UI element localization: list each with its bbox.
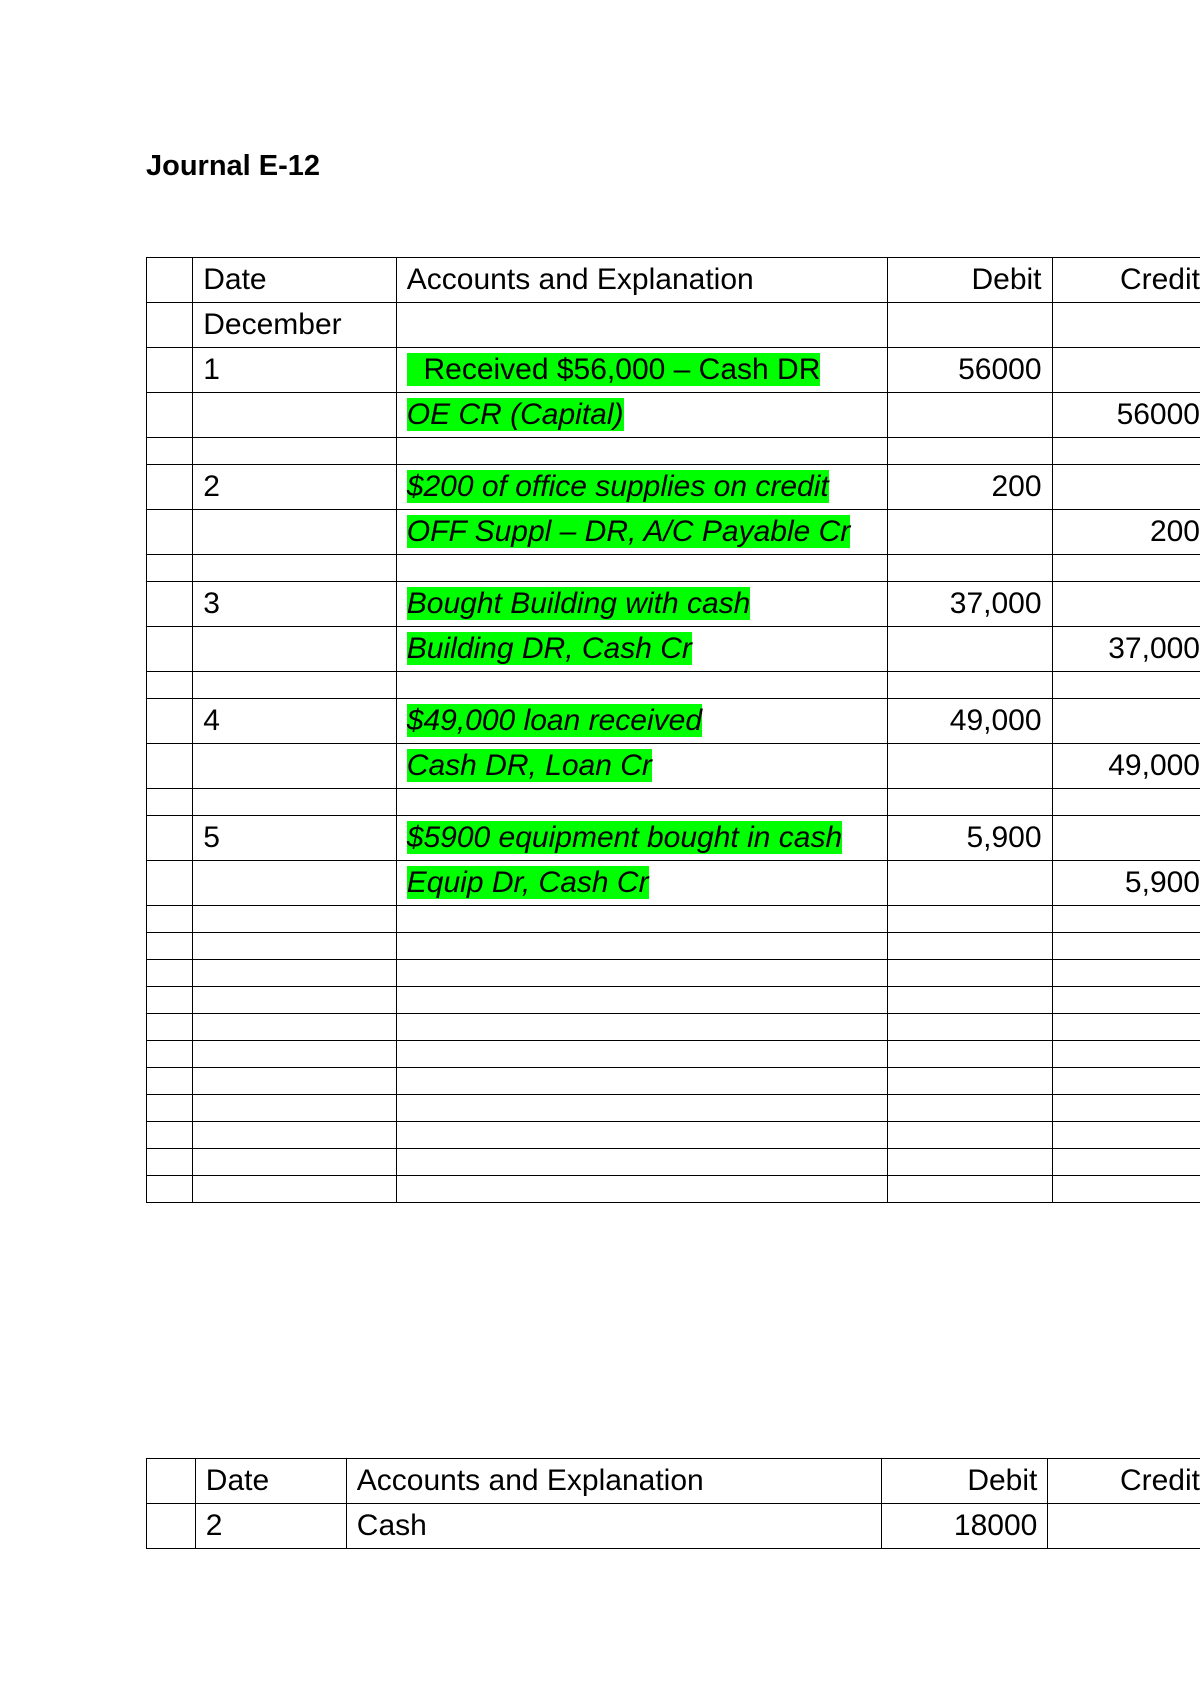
highlighted-entry-text: OFF Suppl – DR, A/C Payable Cr — [406, 515, 851, 548]
highlighted-entry-text: Cash DR, Loan Cr — [406, 749, 652, 782]
index-cell — [147, 258, 193, 303]
empty-cell — [1052, 789, 1200, 816]
empty-cell — [1052, 672, 1200, 699]
header-accounts: Accounts and Explanation — [396, 258, 888, 303]
empty-cell — [1052, 555, 1200, 582]
index-cell — [147, 510, 193, 555]
header-date: Date — [193, 258, 397, 303]
ledger-table — [146, 1458, 1200, 1549]
empty-cell — [147, 789, 193, 816]
entry-description — [396, 816, 888, 861]
entry-date: 5 — [193, 816, 397, 861]
ledger-row — [147, 1504, 1200, 1549]
empty-cell — [396, 438, 888, 465]
journal-row — [147, 582, 1200, 627]
entry-date: 1 — [193, 348, 397, 393]
empty-cell — [147, 1176, 193, 1203]
entry-credit — [1052, 348, 1200, 393]
highlighted-entry-text: Building DR, Cash Cr — [406, 632, 692, 665]
empty-cell — [888, 1176, 1052, 1203]
empty-cell — [888, 987, 1052, 1014]
journal-row — [147, 510, 1200, 555]
entry-description — [396, 861, 888, 906]
ledger-date: 2 — [195, 1504, 346, 1549]
empty-row — [147, 1149, 1200, 1176]
index-cell — [147, 699, 193, 744]
empty-cell — [396, 960, 888, 987]
entry-description — [396, 699, 888, 744]
empty-cell — [193, 1176, 397, 1203]
entry-credit: 49,000 — [1052, 744, 1200, 789]
empty-row — [147, 1095, 1200, 1122]
empty-cell — [1052, 1014, 1200, 1041]
empty-cell — [193, 987, 397, 1014]
entry-date — [193, 861, 397, 906]
journal-row — [147, 465, 1200, 510]
journal-row — [147, 348, 1200, 393]
journal-row — [147, 744, 1200, 789]
ledger-description: Cash — [346, 1504, 881, 1549]
entry-credit: 56000 — [1052, 393, 1200, 438]
empty-row — [147, 1014, 1200, 1041]
empty-row — [147, 960, 1200, 987]
empty-row — [147, 1041, 1200, 1068]
empty-cell — [147, 1122, 193, 1149]
highlighted-entry-text: $49,000 loan received — [406, 704, 703, 737]
empty-cell — [1052, 987, 1200, 1014]
empty-cell — [1052, 1041, 1200, 1068]
entry-credit — [1052, 699, 1200, 744]
index-cell — [147, 348, 193, 393]
empty-cell — [1052, 906, 1200, 933]
month-row — [147, 303, 1200, 348]
empty-cell — [147, 1014, 193, 1041]
entry-date: 2 — [193, 465, 397, 510]
index-cell — [147, 627, 193, 672]
entry-debit: 37,000 — [888, 582, 1052, 627]
journal-row — [147, 699, 1200, 744]
empty-cell — [888, 789, 1052, 816]
empty-row — [147, 906, 1200, 933]
entry-debit: 56000 — [888, 348, 1052, 393]
empty-cell — [193, 438, 397, 465]
entry-date: 3 — [193, 582, 397, 627]
entry-description — [396, 393, 888, 438]
entry-description — [396, 582, 888, 627]
entry-description — [396, 627, 888, 672]
empty-cell — [147, 906, 193, 933]
index-cell — [147, 582, 193, 627]
empty-cell — [396, 672, 888, 699]
empty-cell — [396, 1176, 888, 1203]
index-cell — [147, 303, 193, 348]
header-debit: Debit — [888, 258, 1052, 303]
empty-cell — [396, 1095, 888, 1122]
empty-cell — [1052, 960, 1200, 987]
entry-description — [396, 510, 888, 555]
ledger-debit: 18000 — [882, 1504, 1048, 1549]
index-cell — [147, 393, 193, 438]
empty-cell — [888, 1014, 1052, 1041]
empty-cell — [1052, 1149, 1200, 1176]
journal-row — [147, 861, 1200, 906]
empty-cell — [396, 1068, 888, 1095]
empty-cell — [888, 1068, 1052, 1095]
empty-cell — [1052, 1122, 1200, 1149]
empty-cell — [396, 555, 888, 582]
empty-cell — [193, 672, 397, 699]
empty-cell — [888, 555, 1052, 582]
empty-row — [147, 1068, 1200, 1095]
empty-cell — [888, 906, 1052, 933]
entry-debit — [888, 393, 1052, 438]
entry-description — [396, 348, 888, 393]
month-cell: December — [193, 303, 397, 348]
entry-credit: 37,000 — [1052, 627, 1200, 672]
empty-cell — [396, 1014, 888, 1041]
ledger-header-debit: Debit — [882, 1459, 1048, 1504]
empty-cell — [147, 933, 193, 960]
empty-cell — [888, 672, 1052, 699]
highlighted-entry-text: Bought Building with cash — [406, 587, 751, 620]
entry-credit — [1052, 816, 1200, 861]
empty-row — [147, 987, 1200, 1014]
empty-cell — [1052, 1095, 1200, 1122]
spacer-row — [147, 555, 1200, 582]
entry-date — [193, 510, 397, 555]
entry-date: 4 — [193, 699, 397, 744]
empty-cell — [396, 906, 888, 933]
index-cell — [147, 816, 193, 861]
empty-cell — [1052, 1176, 1200, 1203]
empty-cell — [193, 789, 397, 816]
spacer-row — [147, 672, 1200, 699]
ledger-header-row — [147, 1459, 1200, 1504]
ledger-header-accounts: Accounts and Explanation — [346, 1459, 881, 1504]
empty-cell — [396, 1122, 888, 1149]
empty-cell — [193, 1014, 397, 1041]
empty-cell — [888, 1122, 1052, 1149]
empty-cell — [888, 1041, 1052, 1068]
empty-cell — [193, 1149, 397, 1176]
entry-debit — [888, 744, 1052, 789]
journal-table — [146, 257, 1200, 1203]
entry-description — [396, 465, 888, 510]
index-cell — [147, 1459, 196, 1504]
index-cell — [147, 1504, 196, 1549]
entry-debit — [888, 861, 1052, 906]
empty-cell — [396, 933, 888, 960]
ledger-header-credit: Credit — [1048, 1459, 1200, 1504]
empty-cell — [147, 1068, 193, 1095]
empty-cell — [888, 933, 1052, 960]
empty-cell — [147, 1149, 193, 1176]
highlighted-entry-text: Received $56,000 – Cash DR — [406, 353, 821, 386]
highlighted-entry-text: $200 of office supplies on credit — [406, 470, 829, 503]
empty-cell — [888, 1149, 1052, 1176]
journal-row — [147, 816, 1200, 861]
empty-cell — [1052, 438, 1200, 465]
entry-date — [193, 393, 397, 438]
empty-cell — [1052, 1068, 1200, 1095]
empty-cell — [147, 987, 193, 1014]
entry-debit: 49,000 — [888, 699, 1052, 744]
spacer-row — [147, 789, 1200, 816]
entry-debit — [888, 510, 1052, 555]
empty-cell — [193, 906, 397, 933]
empty-cell — [147, 672, 193, 699]
index-cell — [147, 744, 193, 789]
spacer-row — [147, 438, 1200, 465]
ledger-credit — [1048, 1504, 1200, 1549]
empty-cell — [396, 1149, 888, 1176]
entry-description — [396, 744, 888, 789]
entry-date — [193, 627, 397, 672]
entry-debit: 5,900 — [888, 816, 1052, 861]
empty-cell — [147, 960, 193, 987]
entry-debit: 200 — [888, 465, 1052, 510]
index-cell — [147, 465, 193, 510]
empty-cell — [193, 933, 397, 960]
empty-cell — [193, 1122, 397, 1149]
empty-cell — [396, 1041, 888, 1068]
document-title: Journal E-12 — [146, 150, 321, 182]
empty-cell — [396, 789, 888, 816]
entry-date — [193, 744, 397, 789]
empty-cell — [1052, 933, 1200, 960]
empty-row — [147, 933, 1200, 960]
empty-cell — [193, 555, 397, 582]
index-cell — [147, 861, 193, 906]
empty-cell — [147, 555, 193, 582]
highlighted-entry-text: OE CR (Capital) — [406, 398, 624, 431]
empty-cell — [147, 438, 193, 465]
journal-row — [147, 627, 1200, 672]
empty-cell — [193, 1041, 397, 1068]
header-credit: Credit — [1052, 258, 1200, 303]
empty-cell — [147, 1095, 193, 1122]
empty-cell — [888, 960, 1052, 987]
empty-cell — [193, 960, 397, 987]
journal-row — [147, 393, 1200, 438]
empty-cell — [888, 438, 1052, 465]
empty-cell — [193, 1068, 397, 1095]
entry-debit — [888, 627, 1052, 672]
empty-cell — [193, 1095, 397, 1122]
empty-row — [147, 1176, 1200, 1203]
entry-credit: 5,900 — [1052, 861, 1200, 906]
empty-row — [147, 1122, 1200, 1149]
entry-credit — [1052, 582, 1200, 627]
entry-credit — [1052, 465, 1200, 510]
empty-cell — [147, 1041, 193, 1068]
empty-cell — [396, 987, 888, 1014]
entry-credit: 200 — [1052, 510, 1200, 555]
empty-cell — [888, 1095, 1052, 1122]
highlighted-entry-text: $5900 equipment bought in cash — [406, 821, 843, 854]
highlighted-entry-text: Equip Dr, Cash Cr — [406, 866, 649, 899]
journal-header-row — [147, 258, 1200, 303]
ledger-header-date: Date — [195, 1459, 346, 1504]
